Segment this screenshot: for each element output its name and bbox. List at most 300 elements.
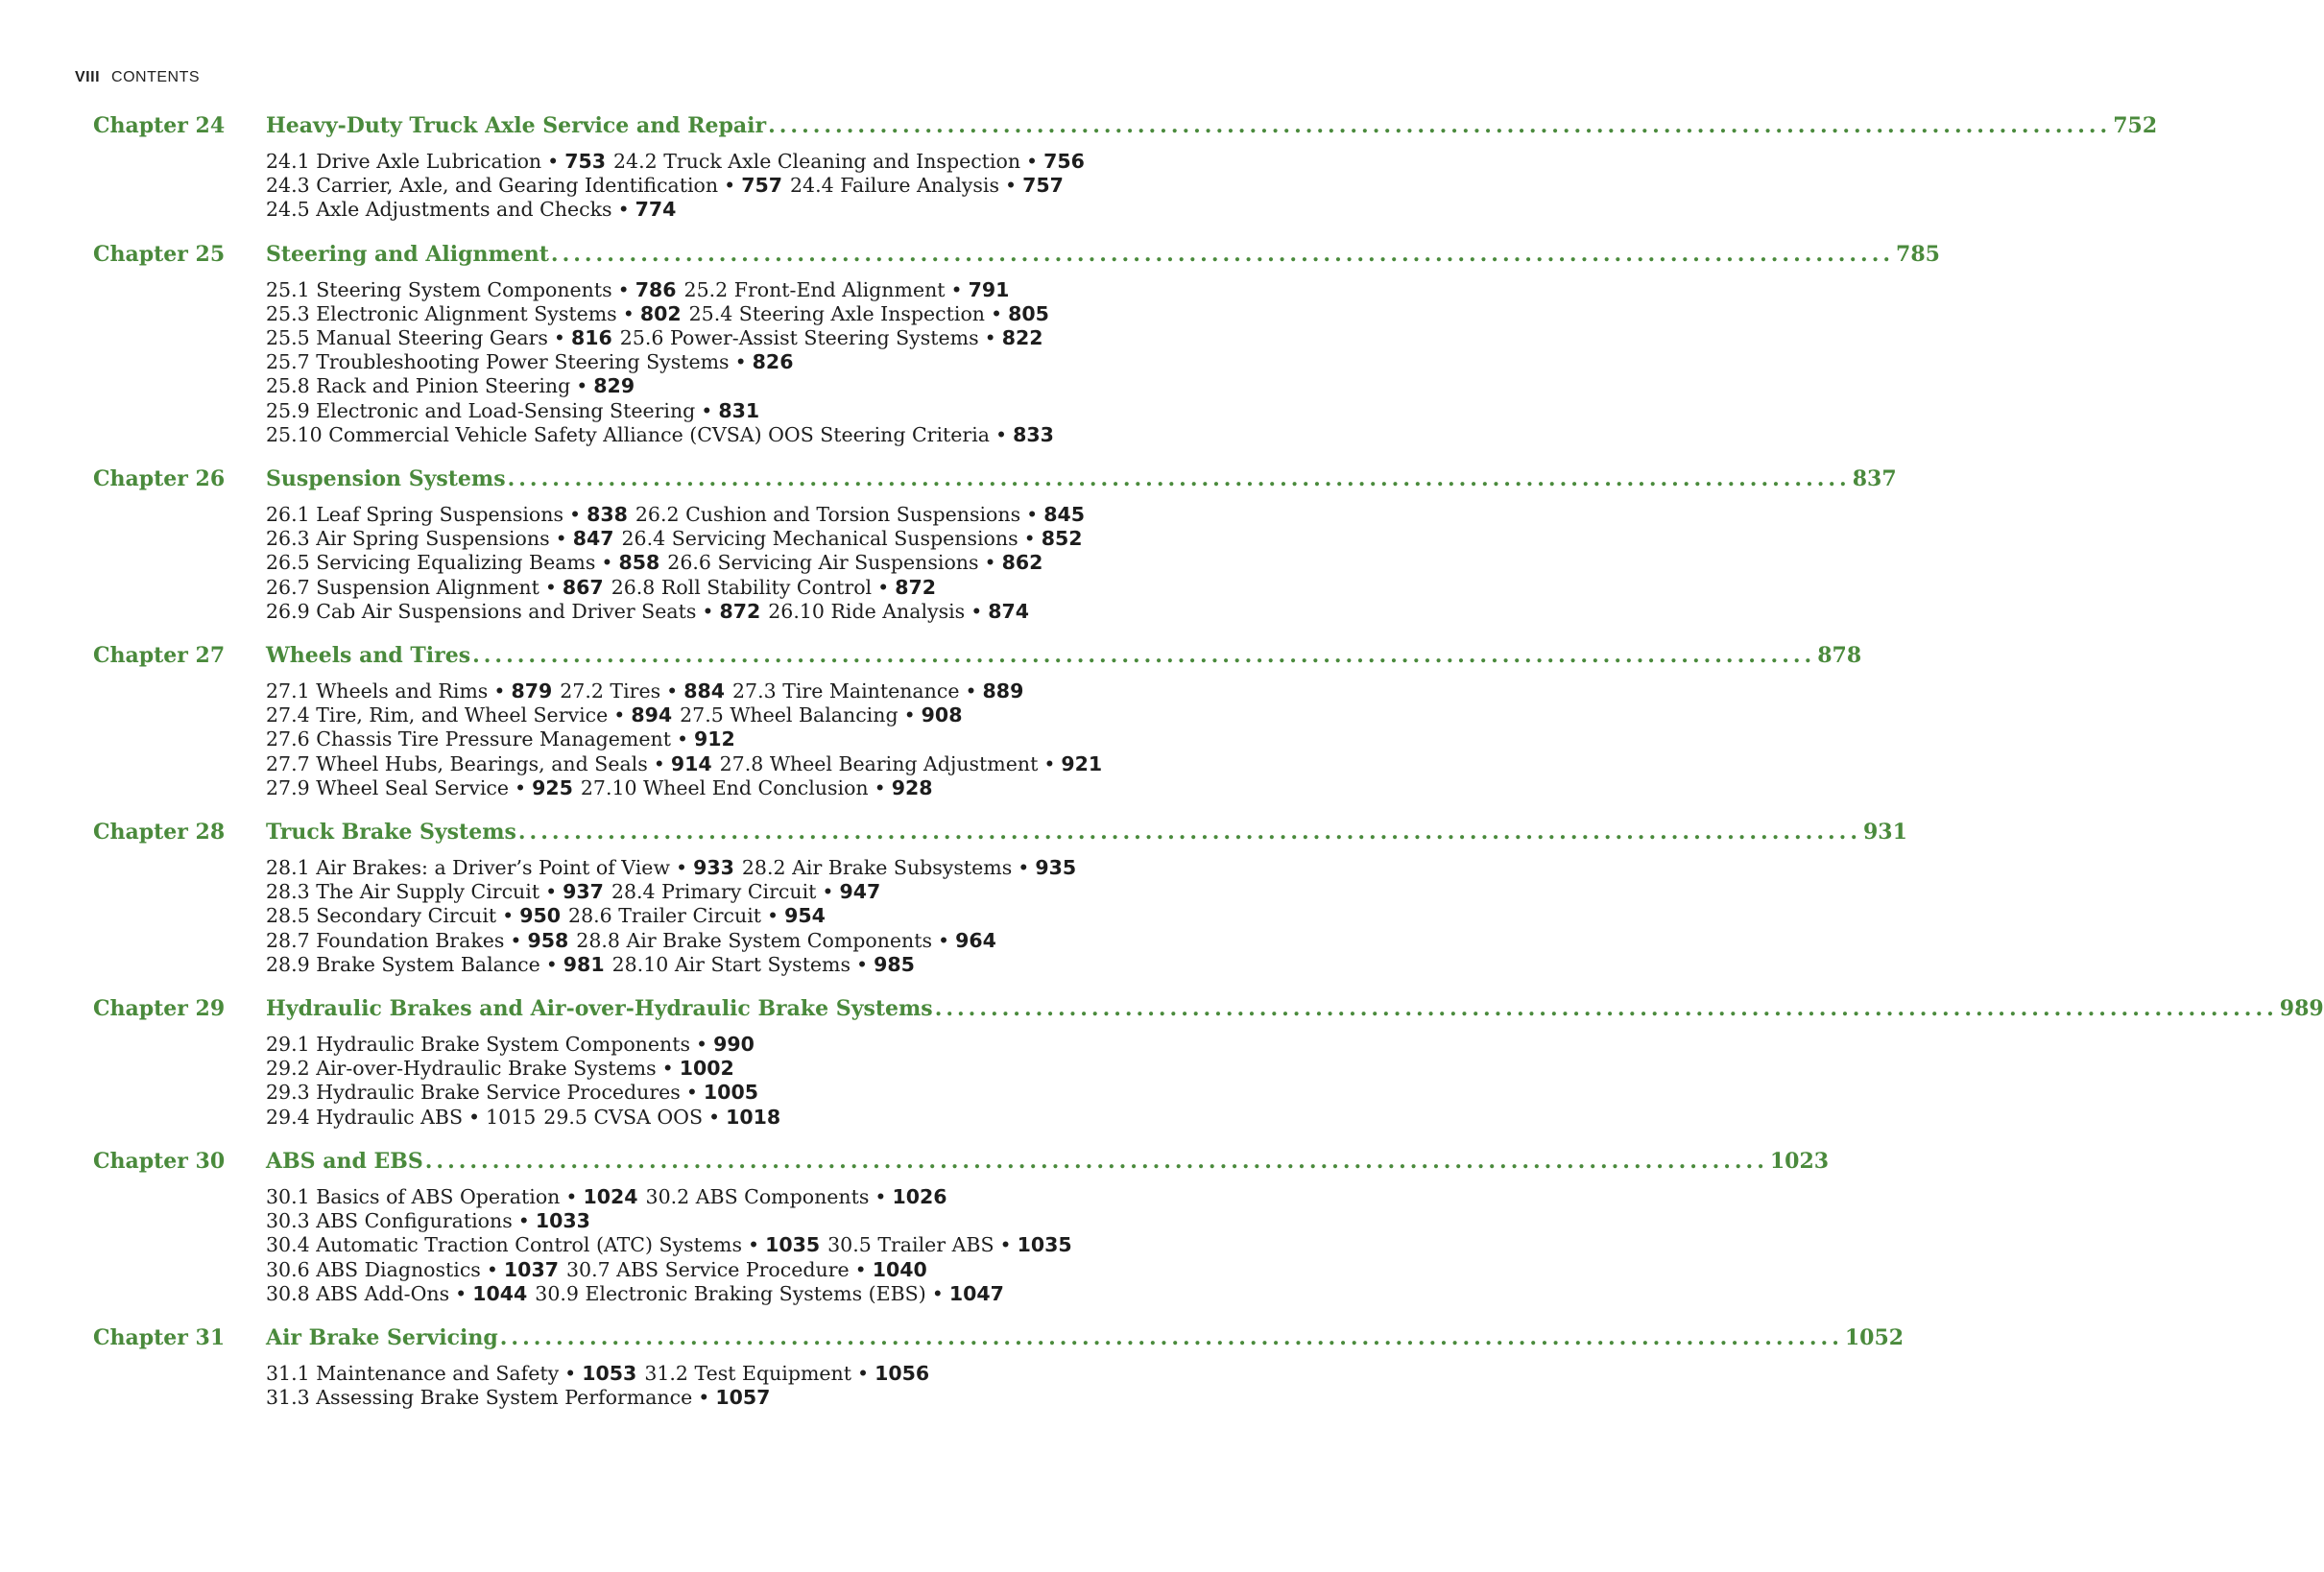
section-entry[interactable]	[266, 703, 672, 726]
section-entry[interactable]	[581, 776, 933, 799]
section-entry[interactable]	[266, 551, 659, 574]
section-page-number: 914	[670, 751, 712, 775]
section-title: Failure Analysis	[840, 174, 999, 198]
section-page-number: 756	[1043, 150, 1085, 173]
section-page-number: 981	[563, 952, 605, 976]
chapter-page-number: 931	[1862, 820, 1907, 846]
bullet-separator: •	[1004, 174, 1018, 198]
chapter-title[interactable]: Hydraulic Brakes and Air-over-Hydraulic Brake Systems	[266, 996, 933, 1022]
section-title: Axle Adjustments and Checks	[316, 198, 612, 222]
section-entry[interactable]	[266, 1185, 638, 1208]
section-page-number: 847	[572, 527, 614, 551]
section-entry[interactable]	[560, 679, 725, 703]
section-entry[interactable]	[266, 527, 614, 550]
section-number: 26.8	[611, 575, 656, 599]
bullet-separator: •	[613, 703, 626, 727]
bullet-separator: •	[695, 1033, 708, 1057]
section-number: 29.2	[266, 1057, 310, 1081]
section-entry[interactable]	[613, 150, 1085, 173]
section-title: Hydraulic Brake System Components	[316, 1033, 690, 1057]
section-title: Ride Analysis	[830, 599, 966, 623]
section-title: Assessing Brake System Performance	[316, 1386, 693, 1410]
section-page-number: 791	[968, 277, 1010, 301]
section-entry[interactable]	[543, 1106, 780, 1129]
section-title: CONTENTS	[111, 69, 201, 85]
section-line	[266, 326, 1091, 350]
section-page-number: 1002	[679, 1057, 734, 1081]
bullet-separator: •	[468, 1105, 481, 1129]
section-title: Air Brake Subsystems	[792, 856, 1013, 880]
section-entry[interactable]	[266, 904, 561, 927]
section-entry[interactable]	[266, 399, 759, 422]
section-number: 27.1	[266, 679, 310, 703]
section-entry[interactable]	[266, 856, 734, 879]
section-page-number: 874	[988, 599, 1030, 623]
section-entry[interactable]	[742, 856, 1076, 879]
section-entry[interactable]	[827, 1233, 1072, 1256]
section-entry[interactable]	[568, 904, 826, 927]
section-page-number: 958	[527, 928, 569, 952]
section-entry[interactable]	[266, 679, 552, 703]
bullet-separator: •	[517, 1209, 530, 1233]
chapter-entry	[93, 643, 1862, 800]
section-line	[266, 1057, 1091, 1081]
bullet-separator: •	[601, 551, 613, 575]
section-title: Secondary Circuit	[316, 904, 497, 928]
section-title: Servicing Equalizing Beams	[316, 551, 596, 575]
bullet-separator: •	[1043, 751, 1056, 775]
section-title: Front-End Alignment	[733, 277, 946, 301]
section-title: Electronic and Load-Sensing Steering	[316, 398, 696, 422]
section-line	[266, 904, 1091, 928]
section-page-number: 964	[955, 928, 996, 952]
section-entry[interactable]	[266, 198, 676, 221]
section-list	[266, 503, 1091, 624]
section-entry[interactable]	[266, 880, 604, 903]
page-number: VIII	[75, 69, 101, 85]
section-page-number: 954	[784, 904, 826, 928]
section-entry[interactable]	[266, 1209, 590, 1232]
section-number: 30.4	[266, 1233, 310, 1257]
bullet-separator: •	[984, 326, 996, 350]
section-number: 24.2	[613, 150, 658, 173]
chapter-title[interactable]: Suspension Systems	[266, 466, 506, 492]
section-page-number: 757	[1022, 174, 1064, 198]
dot-leader: ........................................................................................................................	[934, 996, 2278, 1022]
bullet-separator: •	[547, 150, 560, 173]
section-entry[interactable]	[266, 1033, 755, 1056]
section-number: 31.3	[266, 1386, 310, 1410]
section-page-number: 1047	[948, 1281, 1004, 1305]
section-number: 28.7	[266, 928, 310, 952]
table-of-contents	[93, 113, 2324, 1429]
section-title: Air-over-Hydraulic Brake Systems	[316, 1057, 657, 1081]
bullet-separator: •	[856, 1361, 870, 1385]
chapter-title-row[interactable]	[266, 466, 1897, 491]
section-title: Troubleshooting Power Steering Systems	[316, 350, 730, 374]
section-title: Air Brake System Components	[626, 928, 933, 952]
section-entry[interactable]	[535, 1282, 1004, 1305]
section-number: 30.8	[266, 1281, 310, 1305]
chapter-title-row[interactable]	[266, 1325, 1904, 1350]
section-entry[interactable]	[611, 880, 880, 903]
section-number: 31.1	[266, 1361, 310, 1385]
section-title: Wheel Balancing	[730, 703, 898, 727]
section-title: Brake System Balance	[316, 952, 540, 976]
section-entry[interactable]	[266, 1081, 758, 1104]
section-entry[interactable]	[635, 503, 1085, 526]
section-title: Drive Axle Lubrication	[316, 150, 542, 173]
section-title: Wheel Bearing Adjustment	[769, 751, 1039, 775]
section-entry[interactable]	[266, 752, 712, 775]
bullet-separator: •	[617, 198, 630, 222]
chapter-heading	[93, 643, 1862, 679]
section-title: Wheel End Conclusion	[643, 775, 869, 799]
section-title: Commercial Vehicle Safety Alliance (CVSA) OOS Steering Criteria	[328, 422, 990, 446]
bullet-separator: •	[965, 679, 977, 703]
bullet-separator: •	[1026, 503, 1039, 527]
section-entry[interactable]	[622, 527, 1083, 550]
section-page-number: 816	[571, 326, 612, 350]
section-list	[266, 679, 1103, 800]
bullet-separator: •	[486, 1257, 498, 1281]
section-page-number: 802	[639, 301, 682, 325]
section-line	[266, 703, 1091, 727]
section-title: Air Spring Suspensions	[316, 527, 550, 551]
section-line	[266, 278, 1091, 302]
section-page-number: 872	[895, 575, 936, 599]
section-entry[interactable]	[266, 1386, 770, 1409]
section-page-number: 826	[752, 350, 794, 374]
section-page-number: 950	[519, 904, 562, 928]
section-entry[interactable]	[266, 727, 735, 750]
section-number: 25.5	[266, 326, 310, 350]
section-entry[interactable]	[266, 350, 793, 373]
section-page-number: 985	[874, 952, 915, 976]
section-title: Rack and Pinion Steering	[316, 374, 571, 398]
section-entry[interactable]	[266, 929, 568, 952]
section-title: Steering System Components	[316, 277, 612, 301]
section-line	[266, 1209, 1091, 1233]
section-number: 27.7	[266, 751, 310, 775]
section-entry[interactable]	[266, 1282, 527, 1305]
section-entry[interactable]	[266, 503, 628, 526]
bullet-separator: •	[545, 952, 558, 976]
section-number: 26.1	[266, 503, 310, 527]
section-page-number: 937	[563, 880, 604, 904]
chapter-title[interactable]: ABS and EBS	[266, 1148, 423, 1174]
section-page-number: 831	[718, 398, 760, 422]
section-entry[interactable]	[266, 576, 604, 599]
chapter-label: Chapter 26	[93, 466, 226, 492]
section-page-number: 1053	[582, 1361, 637, 1385]
section-entry[interactable]	[566, 1258, 927, 1281]
section-page-number: 858	[618, 551, 660, 575]
bullet-separator: •	[653, 751, 665, 775]
section-line	[266, 350, 1091, 374]
section-entry[interactable]	[266, 776, 573, 799]
section-number: 26.3	[266, 527, 310, 551]
section-title: Electronic Alignment Systems	[316, 301, 617, 325]
bullet-separator: •	[708, 1105, 721, 1129]
section-line	[266, 423, 1091, 447]
section-entry[interactable]	[768, 600, 1029, 623]
bullet-separator: •	[1018, 856, 1030, 880]
bullet-separator: •	[569, 503, 582, 527]
section-line	[266, 751, 1103, 776]
section-page-number: 928	[891, 775, 933, 799]
section-title: Primary Circuit	[661, 880, 817, 904]
section-page-number: 867	[562, 575, 604, 599]
section-number: 26.2	[635, 503, 680, 527]
section-page-number: 786	[635, 277, 677, 301]
section-number: 25.9	[266, 398, 310, 422]
section-title: The Air Supply Circuit	[316, 880, 540, 904]
section-title: Wheels and Rims	[316, 679, 489, 703]
section-number: 29.3	[266, 1081, 310, 1105]
section-title: Test Equipment	[694, 1361, 851, 1385]
section-entry[interactable]	[644, 1362, 929, 1385]
section-number: 25.4	[688, 301, 733, 325]
section-entry[interactable]	[266, 1057, 734, 1080]
bullet-separator: •	[1023, 527, 1036, 551]
section-page-number: 822	[1001, 326, 1043, 350]
section-number: 27.9	[266, 775, 310, 799]
section-entry[interactable]	[266, 302, 682, 325]
section-number: 27.4	[266, 703, 310, 727]
chapter-page-number: 989	[2279, 996, 2324, 1022]
section-entry[interactable]	[266, 600, 760, 623]
section-number: 28.10	[611, 952, 669, 976]
chapter-entry	[93, 1148, 1830, 1306]
section-number: 27.3	[732, 679, 777, 703]
section-page-number: 852	[1041, 527, 1083, 551]
section-line	[266, 1106, 1091, 1130]
section-title: Trailer ABS	[877, 1233, 994, 1257]
bullet-separator: •	[544, 575, 557, 599]
section-number: 27.5	[680, 703, 724, 727]
section-entry[interactable]	[266, 423, 1054, 446]
section-number: 28.9	[266, 952, 310, 976]
section-line	[266, 1081, 1091, 1105]
section-page-number: 990	[713, 1033, 755, 1057]
section-number: 25.7	[266, 350, 310, 374]
bullet-separator: •	[991, 301, 1003, 325]
bullet-separator: •	[493, 679, 506, 703]
section-line	[266, 1282, 1091, 1306]
section-page-number: 1044	[472, 1281, 528, 1305]
section-entry[interactable]	[576, 929, 996, 952]
section-number: 26.7	[266, 575, 310, 599]
section-title: Manual Steering Gears	[316, 326, 548, 350]
section-number: 26.6	[667, 551, 711, 575]
section-page-number: 1005	[703, 1081, 758, 1105]
section-title: Electronic Braking Systems (EBS)	[585, 1281, 926, 1305]
section-number: 30.1	[266, 1184, 310, 1208]
section-number: 24.5	[266, 198, 310, 222]
section-title: Roll Stability Control	[660, 575, 873, 599]
section-title: Air Brakes: a Driver’s Point of View	[316, 856, 670, 880]
section-page-number: 894	[631, 703, 673, 727]
bullet-separator: •	[564, 1361, 577, 1385]
section-number: 28.5	[266, 904, 310, 928]
chapter-heading	[93, 241, 1940, 278]
bullet-separator: •	[854, 1257, 867, 1281]
chapter-heading	[93, 1324, 1905, 1362]
bullet-separator: •	[724, 174, 736, 198]
bullet-separator: •	[701, 398, 713, 422]
dot-leader: ........................................................................................................................	[507, 466, 1851, 492]
section-page-number: 774	[635, 198, 677, 222]
section-entry[interactable]	[266, 326, 612, 349]
section-page-number: 1035	[765, 1233, 821, 1257]
section-page-number: 879	[511, 679, 553, 703]
bullet-separator: •	[502, 904, 515, 928]
section-line	[266, 399, 1091, 423]
section-page-number: 833	[1013, 422, 1054, 446]
section-line	[266, 374, 1091, 398]
section-entry[interactable]	[266, 374, 635, 397]
bullet-separator: •	[666, 679, 679, 703]
section-entry[interactable]	[266, 953, 605, 976]
chapter-title[interactable]: Steering and Alignment	[266, 241, 549, 267]
bullet-separator: •	[747, 1233, 760, 1257]
chapter-entry	[93, 1324, 1905, 1410]
section-entry[interactable]	[266, 1258, 559, 1281]
section-entry[interactable]	[689, 302, 1049, 325]
chapter-page-number: 878	[1817, 643, 1862, 669]
section-title: Carrier, Axle, and Gearing Identification	[316, 174, 719, 198]
section-line	[266, 302, 1091, 326]
chapter-page-number: 1023	[1769, 1148, 1830, 1174]
chapter-page-number: 785	[1896, 241, 1940, 267]
bullet-separator: •	[767, 904, 779, 928]
bullet-separator: •	[931, 1281, 944, 1305]
bullet-separator: •	[676, 727, 689, 751]
section-page-number: 925	[532, 775, 573, 799]
bullet-separator: •	[685, 1081, 698, 1105]
chapter-entry	[93, 113, 2158, 223]
bullet-separator: •	[553, 326, 565, 350]
section-title: Automatic Traction Control (ATC) Systems	[316, 1233, 742, 1257]
chapter-title-row[interactable]	[266, 820, 1907, 845]
chapter-label: Chapter 29	[93, 996, 226, 1022]
bullet-separator: •	[576, 374, 588, 398]
chapter-title-row[interactable]	[266, 643, 1861, 668]
chapter-title[interactable]: Heavy-Duty Truck Axle Service and Repair	[266, 113, 767, 138]
bullet-separator: •	[565, 1184, 578, 1208]
section-entry[interactable]	[266, 1106, 536, 1129]
section-page-number: 1024	[583, 1184, 638, 1208]
section-entry[interactable]	[680, 703, 962, 726]
section-page-number: 921	[1061, 751, 1103, 775]
bullet-separator: •	[545, 880, 558, 904]
section-title: Foundation Brakes	[316, 928, 505, 952]
section-title: Wheel Hubs, Bearings, and Seals	[316, 751, 648, 775]
bullet-separator: •	[510, 928, 522, 952]
chapter-title-row[interactable]	[266, 1149, 1829, 1174]
section-page-number: 933	[693, 856, 734, 880]
chapter-title[interactable]: Wheels and Tires	[266, 643, 471, 669]
bullet-separator: •	[999, 1233, 1012, 1257]
bullet-separator: •	[984, 551, 996, 575]
section-page-number: 805	[1008, 301, 1049, 325]
section-number: 30.7	[565, 1257, 611, 1281]
section-page-number: 829	[593, 374, 635, 398]
section-entry[interactable]	[266, 150, 606, 173]
section-entry[interactable]	[684, 278, 1010, 301]
chapter-entry	[93, 241, 1940, 447]
chapter-title[interactable]: Truck Brake Systems	[266, 820, 516, 846]
section-entry[interactable]	[266, 278, 677, 301]
section-page-number: 1037	[503, 1257, 559, 1281]
section-page-number: 912	[694, 727, 735, 751]
chapter-label: Chapter 24	[93, 113, 226, 138]
section-number: 26.10	[768, 599, 825, 623]
section-entry[interactable]	[611, 576, 936, 599]
section-page-number: 1040	[872, 1257, 927, 1281]
section-entry[interactable]	[620, 326, 1043, 349]
chapter-title[interactable]: Air Brake Servicing	[266, 1324, 498, 1350]
section-line	[266, 1362, 1091, 1386]
section-entry[interactable]	[790, 174, 1064, 197]
chapter-heading	[93, 1148, 1830, 1185]
section-page-number: 1018	[726, 1105, 781, 1129]
section-page-number: 889	[982, 679, 1024, 703]
section-title: Servicing Mechanical Suspensions	[671, 527, 1018, 551]
section-title: CVSA OOS	[593, 1105, 703, 1129]
section-number: 25.10	[266, 422, 323, 446]
section-page-number: 908	[921, 703, 963, 727]
section-number: 30.9	[535, 1281, 579, 1305]
chapter-title-row[interactable]	[266, 242, 1940, 267]
section-page-number: 753	[564, 150, 607, 173]
dot-leader: ........................................................................................................................	[499, 1324, 1843, 1350]
section-page-number: 862	[1001, 551, 1043, 575]
section-number: 25.8	[266, 374, 310, 398]
chapter-heading	[93, 996, 2324, 1033]
section-title: Air Start Systems	[674, 952, 851, 976]
chapter-title-row[interactable]	[266, 113, 2157, 138]
bullet-separator: •	[995, 422, 1008, 446]
section-page-number: 1057	[715, 1386, 771, 1410]
bullet-separator: •	[515, 775, 527, 799]
section-title: Wheel Seal Service	[316, 775, 509, 799]
section-number: 28.1	[266, 856, 310, 880]
chapter-label: Chapter 30	[93, 1148, 226, 1174]
section-number: 27.10	[580, 775, 637, 799]
bullet-separator: •	[970, 599, 983, 623]
section-entry[interactable]	[266, 1362, 636, 1385]
section-entry[interactable]	[266, 174, 782, 197]
section-title: ABS Diagnostics	[316, 1257, 481, 1281]
section-page-number: 845	[1043, 503, 1085, 527]
section-entry[interactable]	[667, 551, 1042, 574]
section-number: 24.1	[266, 150, 310, 173]
section-entry[interactable]	[720, 752, 1103, 775]
chapter-page-number: 752	[2113, 113, 2158, 138]
section-entry[interactable]	[646, 1185, 947, 1208]
section-page-number: 935	[1035, 856, 1077, 880]
chapter-title-row[interactable]	[266, 996, 2324, 1021]
section-number: 26.4	[621, 527, 666, 551]
section-entry[interactable]	[612, 953, 915, 976]
chapter-entry	[93, 820, 1907, 977]
section-entry[interactable]	[732, 679, 1023, 703]
section-entry[interactable]	[266, 1233, 820, 1256]
bullet-separator: •	[455, 1281, 467, 1305]
bullet-separator: •	[555, 527, 567, 551]
